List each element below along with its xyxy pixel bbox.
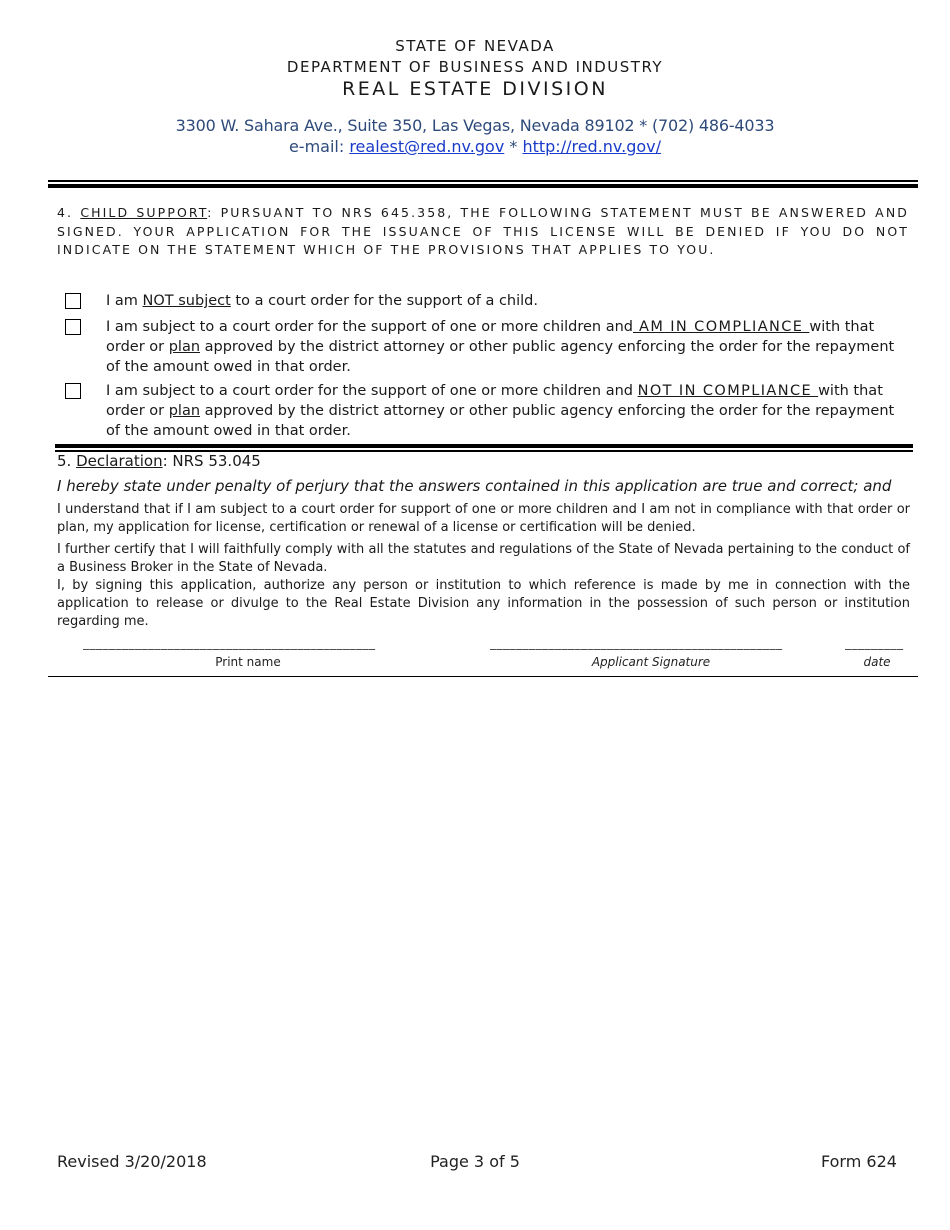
header-contact: [0, 137, 950, 156]
checkbox-not-subject[interactable]: [65, 293, 81, 309]
signature-label: Applicant Signature: [591, 655, 711, 669]
revised-date: Revised 3/20/2018: [57, 1152, 207, 1171]
print-name-label: Print name: [215, 655, 281, 669]
section-4-text: : PURSUANT TO NRS 645.358, THE FOLLOWING STATEMENT MUST BE ANSWERED AND SIGNED. YOUR APPLICATION FOR THE ISSUANCE OF THIS LICENSE WILL BE DENIED IF YOU DO NOT INDICATE ON THE STATEMENT WHICH OF THE PROVISIONS THAT APPLIES TO YOU.: [57, 205, 909, 257]
section-4-title: CHILD SUPPORT: [80, 205, 208, 220]
email-prefix: e-mail:: [288, 137, 350, 156]
header-address: 3300 W. Sahara Ave., Suite 350, Las Vegas, Nevada 89102 * (702) 486-4033: [175, 116, 775, 135]
header-department: DEPARTMENT OF BUSINESS AND INDUSTRY: [286, 58, 664, 76]
print-name-field[interactable]: _____________________________________________: [83, 636, 376, 650]
option-not-in-compliance: [57, 381, 917, 441]
checkbox-in-compliance[interactable]: [65, 319, 81, 335]
date-field[interactable]: _________: [845, 636, 904, 650]
option-not-subject-text: I am NOT subject to a court order for the support of a child.: [106, 293, 538, 309]
header-divider-thick: [48, 184, 918, 188]
declaration-paragraph-3: I, by signing this application, authorize any person or institution to which reference is made by me in connection with the application to release or divulge to the Real Estate Division any information in the possession of such person or institution regarding me.: [57, 578, 910, 629]
section-4-heading: [57, 204, 909, 260]
header-divider-thin: [48, 180, 918, 182]
email-link[interactable]: realest@red.nv.gov: [349, 137, 505, 156]
section-divider-thick: [55, 444, 913, 448]
option-not-subject: [57, 291, 917, 313]
form-number: Form 624: [821, 1152, 897, 1171]
website-link[interactable]: http://red.nv.gov/: [522, 137, 662, 156]
header-state: STATE OF NEVADA: [395, 37, 555, 55]
option-in-compliance-text: I am subject to a court order for the support of one or more children and AM IN COMPLIANCE with that order or plan approved by the district attorney or other public agency enforcing the order for the repayment of the amount owed in that order.: [106, 319, 895, 375]
date-label: date: [863, 655, 891, 669]
option-in-compliance: [57, 317, 917, 377]
section-5-heading: 5. Declaration: NRS 53.045: [57, 452, 261, 470]
checkbox-not-in-compliance[interactable]: [65, 383, 81, 399]
contact-separator: *: [504, 137, 523, 156]
declaration-paragraph-2: I further certify that I will faithfully comply with all the statutes and regulations of the State of Nevada pertaining to the conduct of a Business Broker in the State of Nevada.: [57, 542, 910, 575]
signature-divider: [48, 676, 918, 677]
perjury-statement: I hereby state under penalty of perjury that the answers contained in this application are true and correct; and: [57, 477, 892, 495]
signature-field[interactable]: _____________________________________________: [490, 636, 783, 650]
page-number: Page 3 of 5: [430, 1152, 520, 1171]
section-4-number: 4.: [57, 205, 81, 220]
header-division: REAL ESTATE DIVISION: [342, 78, 608, 100]
option-not-in-compliance-text: I am subject to a court order for the support of one or more children and NOT IN COMPLIANCE with that order or plan approved by the district attorney or other public agency enforcing the order for the repayment of the amount owed in that order.: [106, 383, 895, 439]
section-5-title: Declaration: [76, 452, 163, 470]
declaration-paragraph-1: I understand that if I am subject to a court order for support of one or more children and I am not in compliance with that order or plan, my application for license, certification or renewal of a license or certification will be denied.: [57, 502, 910, 535]
